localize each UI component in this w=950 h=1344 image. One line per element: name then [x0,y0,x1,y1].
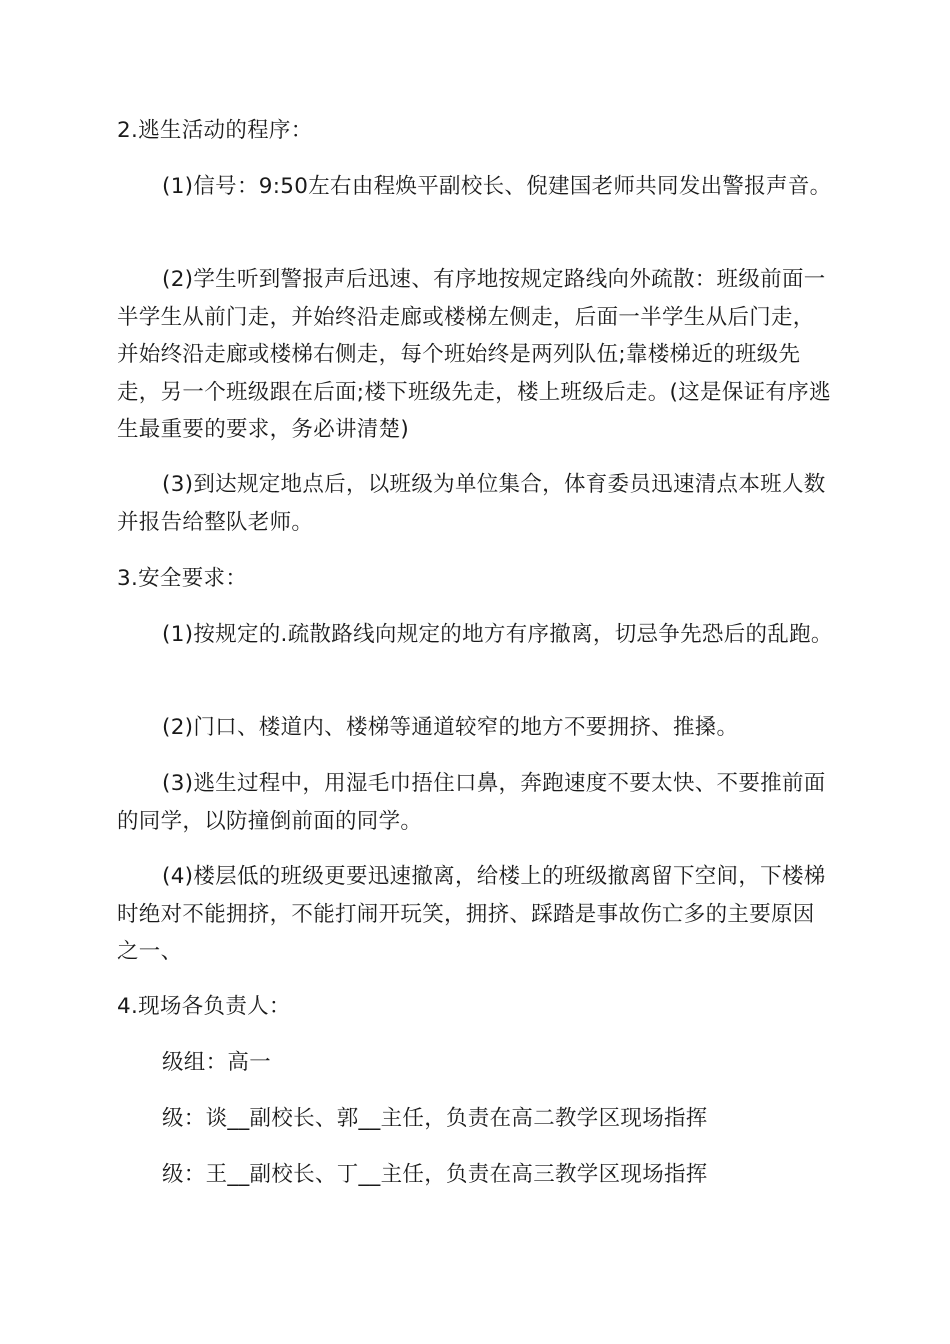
paragraph-grade-group: 级组：高一 [162,1050,272,1075]
paragraph-grade-2-lead: 级：谈__副校长、郭__主任，负责在高二教学区现场指挥 [162,1106,708,1131]
paragraph-grade-3-lead: 级：王__副校长、丁__主任，负责在高三教学区现场指挥 [162,1162,708,1187]
paragraph-safety-4: (4)楼层低的班级更要迅速撤离，给楼上的班级撤离留下空间，下楼梯时绝对不能拥挤，不能打闹开玩笑，拥挤、踩踏是事故伤亡多的主要原因之一、 [117,864,826,964]
paragraph-safety-2: (2)门口、楼道内、楼梯等通道较窄的地方不要拥挤、推搡。 [162,715,739,740]
section-heading-safety: 3.安全要求： [117,566,248,591]
paragraph-safety-1: (1)按规定的.疏散路线向规定的地方有序撤离，切忌争先恐后的乱跑。 [162,622,833,647]
section-heading-procedure: 2.逃生活动的程序： [117,118,313,143]
paragraph-signal: (1)信号：9:50左右由程焕平副校长、倪建国老师共同发出警报声音。 [162,174,832,199]
section-heading-responsible: 4.现场各负责人： [117,994,291,1019]
paragraph-safety-3: (3)逃生过程中，用湿毛巾捂住口鼻，奔跑速度不要太快、不要推前面的同学，以防撞倒前面的同学。 [117,771,826,834]
paragraph-evacuation-route: (2)学生听到警报声后迅速、有序地按规定路线向外疏散：班级前面一半学生从前门走，并始终沿走廊或楼梯左侧走，后面一半学生从后门走，并始终沿走廊或楼梯右侧走，每个班始终是两列队伍;靠楼梯近的班级先走，另一个班级跟在后面;楼下班级先走，楼上班级后走。(这是保证有序逃生最重要的要求，务必讲清楚) [117,267,831,442]
paragraph-assembly: (3)到达规定地点后，以班级为单位集合，体育委员迅速清点本班人数并报告给整队老师。 [117,472,826,535]
